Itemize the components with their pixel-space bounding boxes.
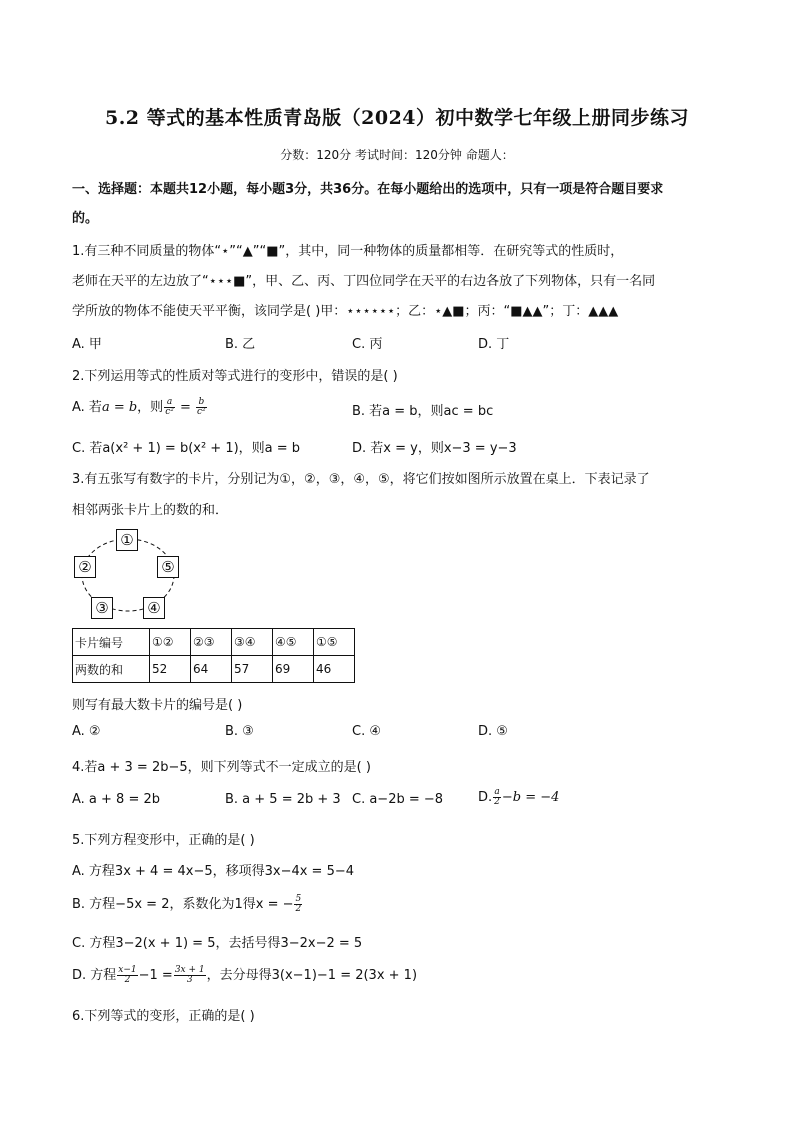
table-cell: ③④ (232, 629, 273, 656)
exam-info: 分数：120分 考试时间：120分钟 命题人： (280, 148, 514, 162)
table-cell: ④⑤ (273, 629, 314, 656)
table-cell: 64 (191, 656, 232, 683)
q4-option-b: B. a + 5 = 2b + 3 (225, 792, 341, 807)
q4-stem: 4.若a + 3 = 2b−5，则下列等式不一定成立的是( ) (72, 760, 371, 775)
table-cell: ①⑤ (314, 629, 355, 656)
q4-d-fraction: $\frac{a}{2}$ (494, 787, 500, 807)
card-4: ④ (143, 597, 165, 619)
table-header-cell: 两数的和 (73, 656, 150, 683)
table-header-cell: 卡片编号 (73, 629, 150, 656)
table-cell: 52 (150, 656, 191, 683)
q5-option-c: C. 方程3−2(x + 1) = 5，去括号得3−2x−2 = 5 (72, 936, 363, 951)
q5-d-fraction-left: $\frac{x-1}{2}$ (118, 965, 137, 985)
q2-option-c: C. 若a(x² + 1) = b(x² + 1)，则a = b (72, 441, 301, 456)
q3-ask: 则写有最大数卡片的编号是( ) (72, 698, 243, 713)
card-1: ① (116, 529, 138, 551)
q2-a-fraction-right: $\frac{b}{\text{c²}}$ (197, 397, 206, 417)
table-cell: ②③ (191, 629, 232, 656)
card-sum-table (72, 628, 355, 683)
card-2: ② (74, 556, 96, 578)
card-3: ③ (91, 597, 113, 619)
table-cell: ①② (150, 629, 191, 656)
q1-line-3: 学所放的物体不能使天平平衡，该同学是( )甲：⋆⋆⋆⋆⋆⋆；乙：⋆▲■；丙：“■▲▲”；丁：▲▲▲ (72, 304, 619, 319)
q5-d-fraction-right: $\frac{3x + 1}{3}$ (174, 965, 205, 985)
q4-option-a: A. a + 8 = 2b (72, 792, 161, 807)
table-cell: 46 (314, 656, 355, 683)
q3-option-d: D. ⑤ (478, 724, 508, 739)
table-row (73, 629, 355, 656)
q2-a-prefix: A. 若 (72, 400, 102, 415)
q2-a-cond: a = b (101, 400, 138, 415)
q5-option-d: D. 方程 $\frac{x-1}{2}$ −1 = $\frac{3x + 1}{3}$ ，去分母得3(x−1)−1 = 2(3x + 1) (72, 965, 418, 985)
q2-a-mid: ，则 (137, 400, 164, 415)
q1-option-d: D. 丁 (478, 337, 510, 352)
table-row (73, 656, 355, 683)
q3-option-c: C. ④ (352, 724, 381, 739)
q2-stem: 2.下列运用等式的性质对等式进行的变形中，错误的是( ) (72, 369, 398, 384)
q1-line-1: 1.有三种不同质量的物体“⋆”“▲”“■”，其中，同一种物体的质量都相等．在研究等式的性质时， (72, 244, 624, 259)
table-cell: 69 (273, 656, 314, 683)
q2-option-a: A. 若a = b，则 $\frac{a}{\text{c²}}$ = $\frac{b}{\text{c²}}$ (72, 397, 206, 417)
q5-option-a: A. 方程3x + 4 = 4x−5，移项得3x−4x = 5−4 (72, 864, 355, 879)
q3-option-b: B. ③ (225, 724, 254, 739)
page-title: 5.2 等式的基本性质青岛版（2024）初中数学七年级上册同步练习 (104, 107, 690, 129)
q1-option-b: B. 乙 (225, 337, 256, 352)
q3-line-1: 3.有五张写有数字的卡片，分别记为①，②，③，④，⑤，将它们按如图所示放置在桌上．下表记录了 (72, 472, 650, 487)
q5-stem: 5.下列方程变形中，正确的是( ) (72, 833, 255, 848)
q1-option-a: A. 甲 (72, 337, 102, 352)
section-heading-cont: 的。 (72, 211, 99, 226)
section-heading: 一、选择题：本题共12小题，每小题3分，共36分。在每小题给出的选项中，只有一项是符合题目要求 (72, 182, 664, 197)
card-5: ⑤ (157, 556, 179, 578)
table-cell: 57 (232, 656, 273, 683)
q2-option-b: B. 若a = b，则ac = bc (352, 404, 494, 419)
q2-option-d: D. 若x = y，则x−3 = y−3 (352, 441, 517, 456)
q3-option-a: A. ② (72, 724, 101, 739)
q1-line-2: 老师在天平的左边放了“⋆⋆⋆■”，甲、乙、丙、丁四位同学在天平的右边各放了下列物体，只有一名同 (72, 274, 656, 289)
q2-a-fraction-left: $\frac{a}{\text{c²}}$ (165, 397, 174, 417)
q5-option-b: B. 方程−5x = 2，系数化为1得x = − $\frac{5}{2}$ (72, 894, 302, 914)
q5-b-fraction: $\frac{5}{2}$ (295, 894, 302, 914)
q4-option-c: C. a−2b = −8 (352, 792, 444, 807)
q6-stem: 6.下列等式的变形，正确的是( ) (72, 1009, 255, 1024)
q4-option-d: D. $\frac{a}{2}$ −b = −4 (478, 787, 560, 807)
q1-option-c: C. 丙 (352, 337, 383, 352)
q3-line-2: 相邻两张卡片上的数的和． (72, 503, 229, 518)
